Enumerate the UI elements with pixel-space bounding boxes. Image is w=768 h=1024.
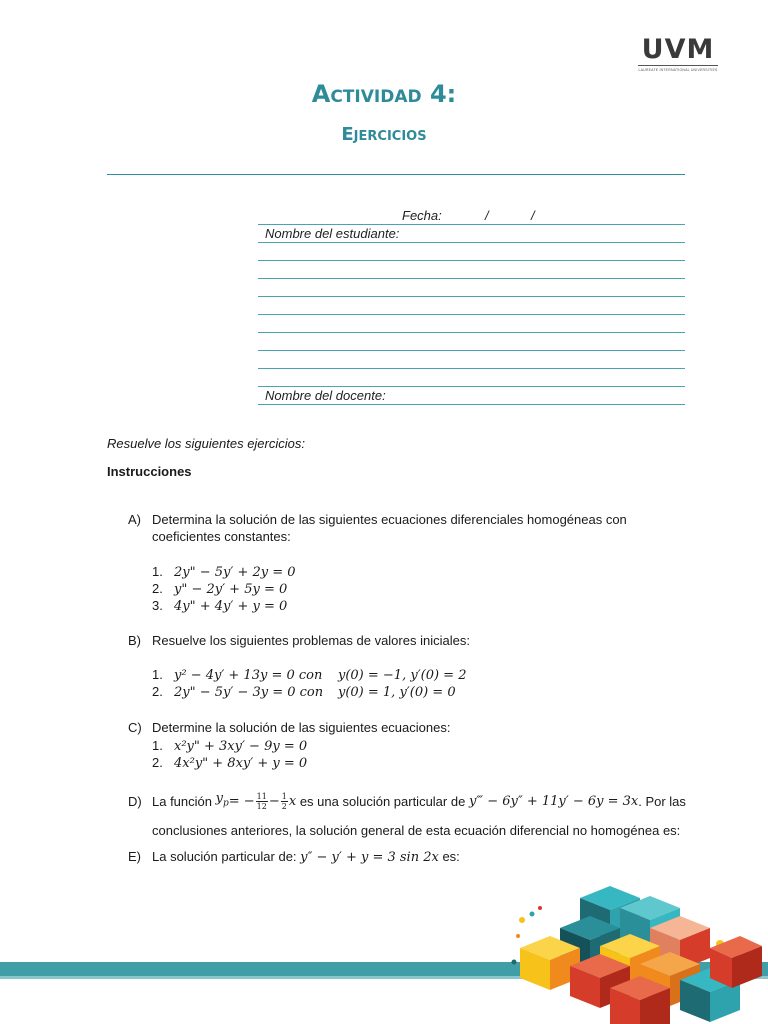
section-d-pre: La función (152, 793, 212, 809)
initial-condition: y(0) = 1, y′(0) = 0 (338, 685, 456, 700)
title-divider (107, 174, 685, 175)
item-number: 2. (152, 581, 163, 596)
fecha-separator-2: / (531, 208, 535, 223)
estudiante-line-8[interactable] (258, 368, 685, 369)
section-c-letter: C) (128, 720, 142, 735)
section-b-letter: B) (128, 633, 141, 648)
equation: x²y" + 3xy′ − 9y = 0 (174, 739, 308, 754)
estudiante-line-7[interactable] (258, 350, 685, 351)
initial-condition: y(0) = −1, y′(0) = 2 (338, 668, 467, 683)
section-e-line (152, 848, 460, 866)
function-y: $y_p$ (215, 791, 229, 809)
section-d-line-1 (152, 790, 686, 813)
equation: 4x²y" + 8xy′ + y = 0 (174, 756, 308, 771)
section-a-item-3 (152, 597, 287, 615)
section-d-post: . Por las (638, 793, 686, 809)
section-d-mid: es una solución particular de (299, 793, 466, 809)
estudiante-line-9[interactable] (258, 386, 685, 387)
section-a-text: Determina la solución de las siguientes ecuaciones diferenciales homogéneas con coeficientes constantes: (152, 512, 627, 544)
cube-cluster (520, 886, 762, 1024)
intro-text: Resuelve los siguientes ejercicios: (107, 436, 305, 451)
item-number: 1. (152, 738, 163, 753)
equation: 4y" + 4y′ + y = 0 (174, 599, 288, 614)
logo-subtext: LAUREATE INTERNATIONAL UNIVERSITIES (638, 68, 718, 72)
estudiante-line-3[interactable] (258, 278, 685, 279)
section-d-line-2: conclusiones anteriores, la solución general de esta ecuación diferencial no homogénea es: (152, 823, 681, 838)
fecha-separator-1: / (485, 208, 489, 223)
section-a-letter: A) (128, 512, 141, 527)
instrucciones-heading: Instrucciones (107, 464, 192, 479)
item-number: 2. (152, 755, 163, 770)
section-d-ode: y‴ − 6y″ + 11y′ − 6y = 3x (468, 793, 639, 809)
equation: y" − 2y′ + 5y = 0 (174, 582, 288, 597)
minus-sign: − (268, 793, 280, 809)
item-number: 3. (152, 598, 163, 613)
item-number: 2. (152, 684, 163, 699)
uvm-logo (638, 36, 718, 73)
estudiante-line-4[interactable] (258, 296, 685, 297)
section-b-item-2 (152, 683, 456, 701)
page-subtitle: Ejercicios (341, 124, 427, 145)
section-b-text: Resuelve los siguientes problemas de valores iniciales: (152, 633, 470, 648)
dot-orange (516, 934, 520, 938)
logo-text: UVM (641, 34, 715, 65)
section-a-item-1 (152, 563, 296, 581)
equation: y² − 4y′ + 13y = 0 con (174, 668, 323, 683)
dot-yellow (519, 917, 525, 923)
dot-teal (530, 912, 535, 917)
logo-divider (638, 65, 718, 66)
section-b-item-1 (152, 666, 466, 684)
fraction-1-2: $\frac{1}{2}$ (281, 791, 287, 811)
section-e-text: La solución particular de: (152, 849, 297, 864)
section-e-letter: E) (128, 849, 141, 864)
docente-line[interactable] (258, 404, 685, 405)
fecha-line[interactable] (258, 224, 685, 225)
section-a-item-2 (152, 580, 287, 598)
estudiante-label: Nombre del estudiante: (265, 226, 400, 241)
item-number: 1. (152, 564, 163, 579)
section-c-item-1 (152, 737, 307, 755)
dot-red (538, 906, 542, 910)
section-c-item-2 (152, 754, 307, 772)
equation: 2y" − 5y′ − 3y = 0 con (174, 685, 324, 700)
page-title: Actividad 4: (311, 80, 457, 108)
section-d-letter: D) (128, 794, 142, 809)
section-e-post: es: (442, 849, 460, 864)
docente-label: Nombre del docente: (265, 388, 386, 403)
estudiante-line-1[interactable] (258, 242, 685, 243)
estudiante-line-2[interactable] (258, 260, 685, 261)
estudiante-line-5[interactable] (258, 314, 685, 315)
section-c-text: Determine la solución de las siguientes ecuaciones: (152, 720, 451, 735)
equals-minus: = − (228, 793, 255, 809)
fecha-label: Fecha: (402, 208, 442, 223)
dot-dark-teal (512, 960, 517, 965)
item-number: 1. (152, 667, 163, 682)
variable-x: x (288, 793, 297, 809)
estudiante-line-6[interactable] (258, 332, 685, 333)
decorative-cubes-graphic (500, 878, 768, 1024)
fraction-11-12: $\frac{11}{12}$ (256, 791, 267, 811)
section-e-equation: y″ − y′ + y = 3 sin 2x (300, 850, 439, 865)
equation: 2y" − 5y′ + 2y = 0 (174, 565, 296, 580)
